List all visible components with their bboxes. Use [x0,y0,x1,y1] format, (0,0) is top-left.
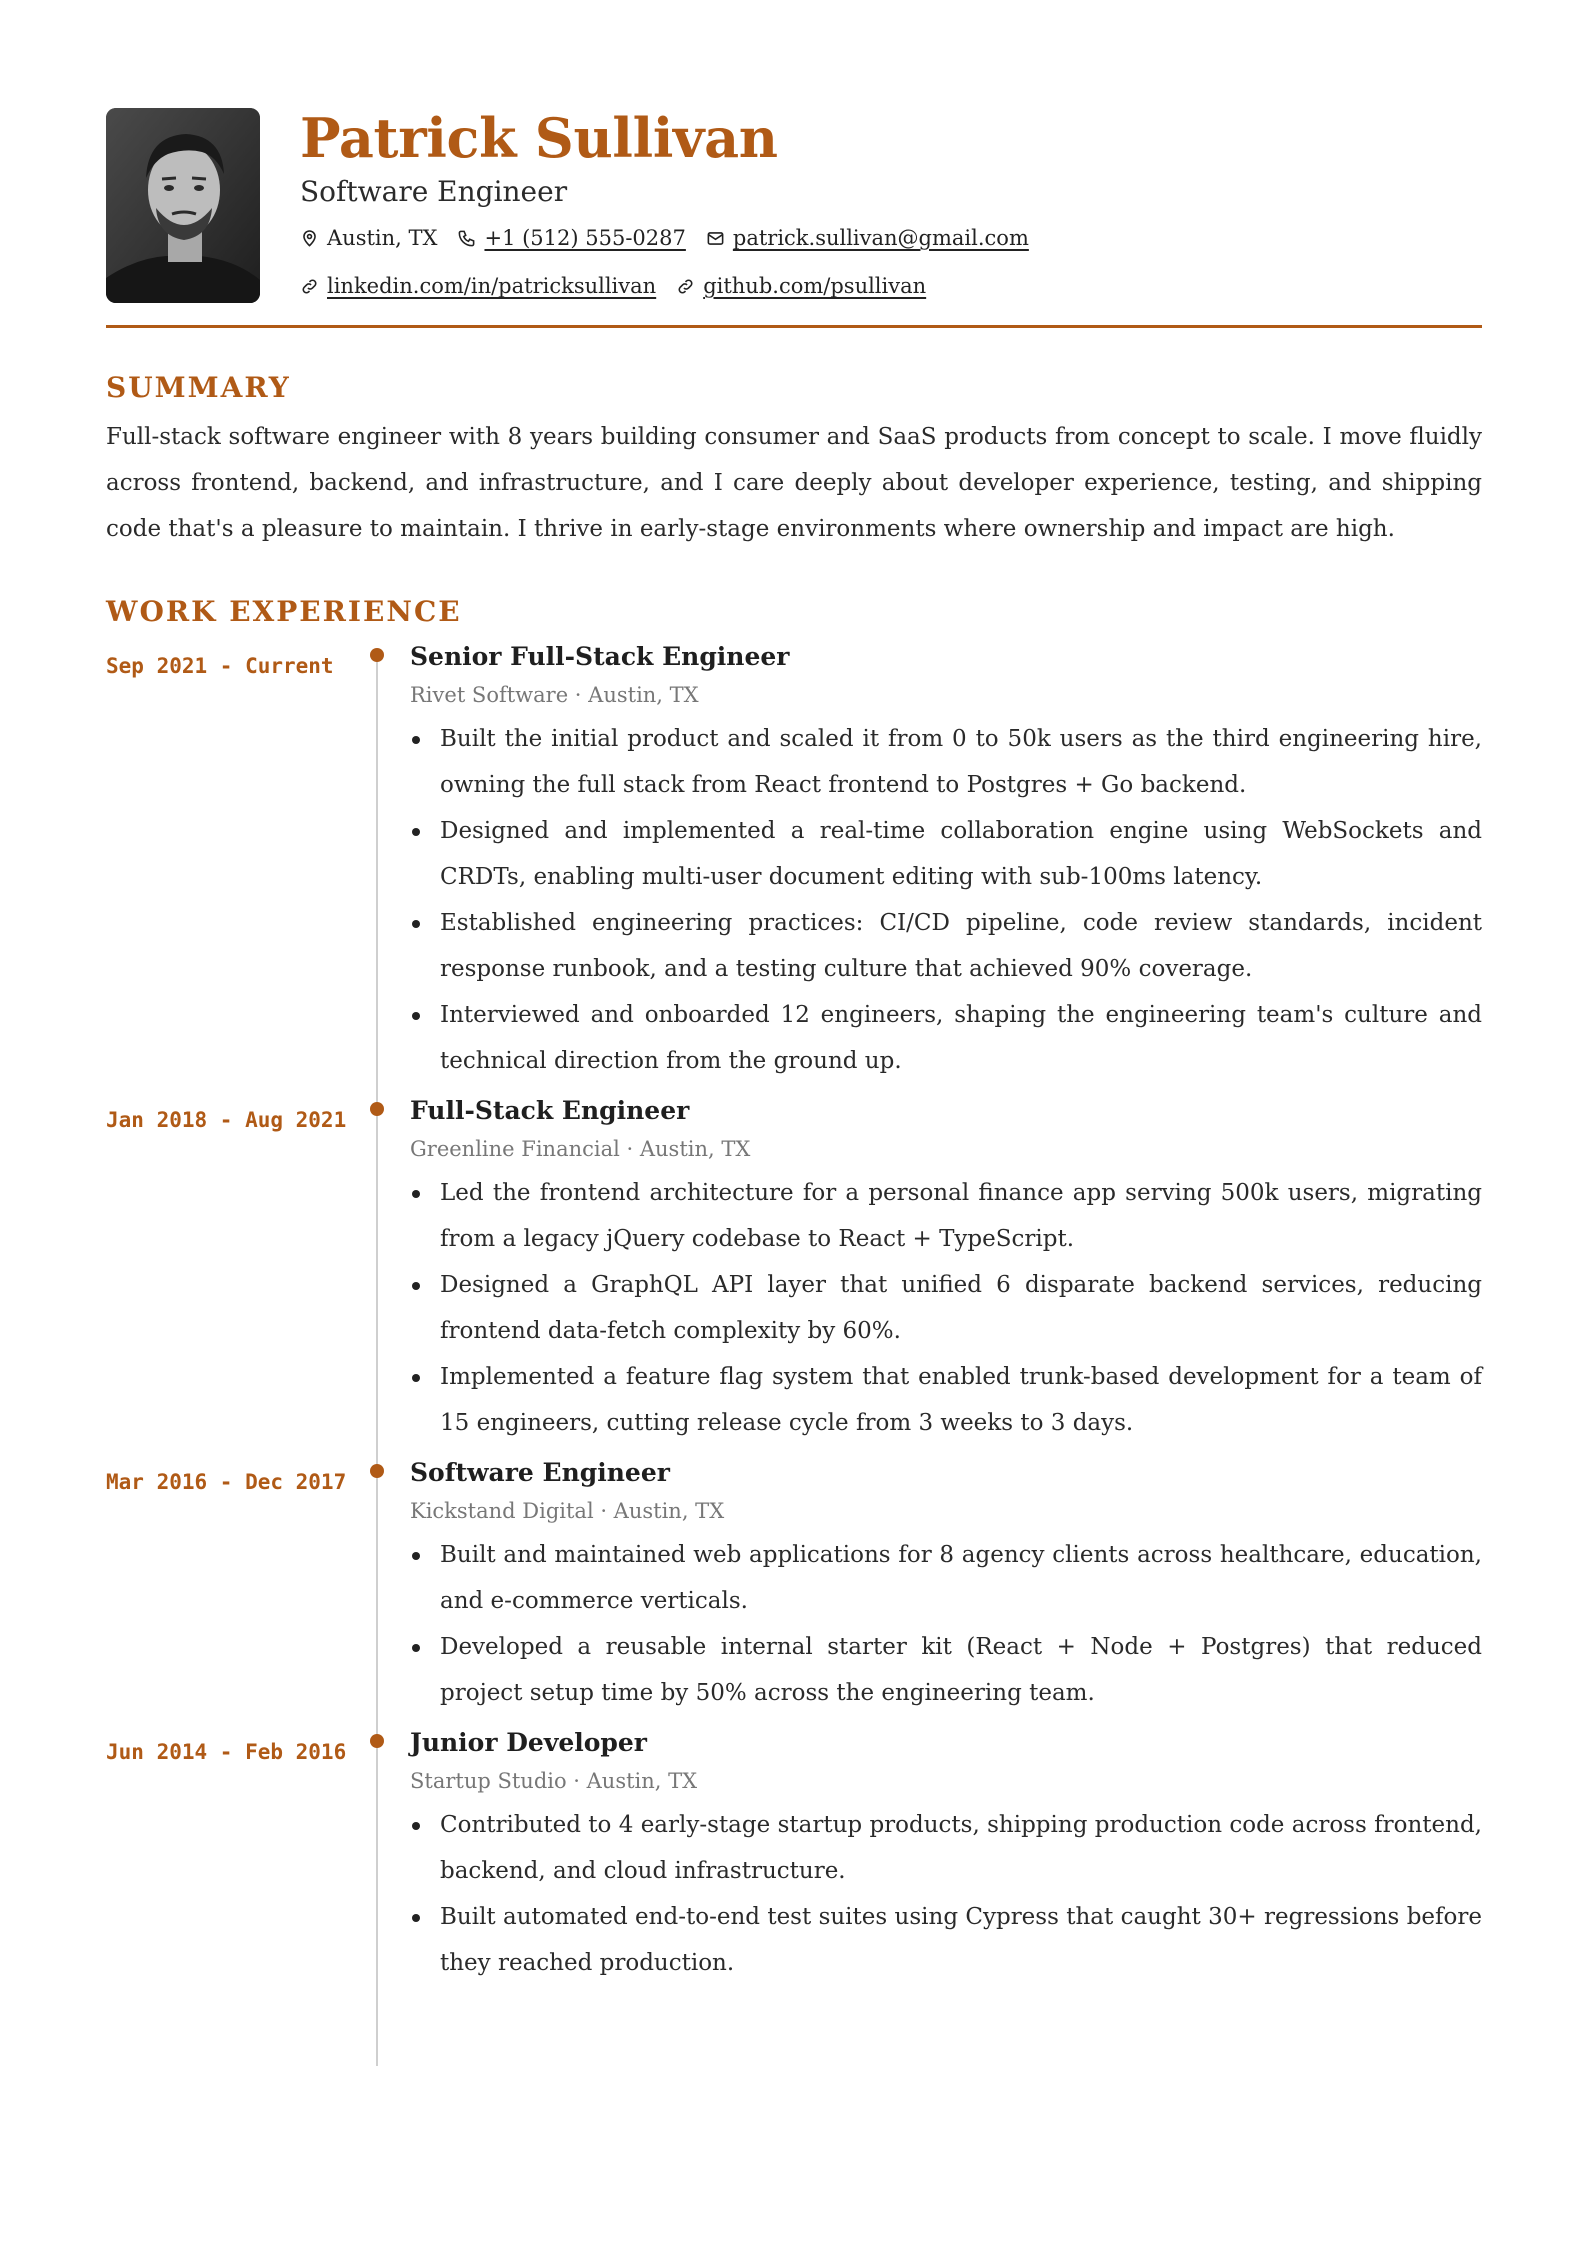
bullet-item: Implemented a feature flag system that enabled trunk-based development for a team of 15 engineers, cutting release cycle from 3 weeks to 3 days. [410,1354,1482,1446]
resume-header [106,108,1482,303]
job-entry [106,640,1482,1084]
job-body [410,1726,1482,1986]
work-timeline [106,640,1482,1986]
job-company: Rivet Software · Austin, TX [410,683,699,707]
job-date: Mar 2016 - Dec 2017 [106,1470,347,1494]
timeline-dot [370,1464,384,1478]
phone-icon [457,229,476,248]
contact-linkedin[interactable] [300,271,656,301]
contact-github[interactable] [676,271,926,301]
bullet-item: Built the initial product and scaled it from 0 to 50k users as the third engineering hire, owning the full stack from React frontend to Postgres + Go backend. [410,716,1482,808]
bullet-item: Developed a reusable internal starter kit (React + Node + Postgres) that reduced project setup time by 50% across the engineering team. [410,1624,1482,1716]
candidate-role: Software Engineer [300,175,568,208]
bullet-item: Built automated end-to-end test suites using Cypress that caught 30+ regressions before they reached production. [410,1894,1482,1986]
job-date: Jan 2018 - Aug 2021 [106,1108,347,1132]
work-experience-heading: WORK EXPERIENCE [106,595,462,628]
job-entry [106,1456,1482,1716]
bullet-item: Built and maintained web applications for 8 agency clients across healthcare, education, and e-commerce verticals. [410,1532,1482,1624]
github-link[interactable]: github.com/psullivan [703,274,927,298]
job-title: Full-Stack Engineer [410,1096,690,1125]
contact-location [300,223,437,253]
job-company: Greenline Financial · Austin, TX [410,1137,751,1161]
header-info [300,108,1049,301]
contact-row-primary [300,223,1049,253]
job-company: Kickstand Digital · Austin, TX [410,1499,725,1523]
header-divider [106,325,1482,328]
link-icon [676,277,695,296]
job-bullets [410,1802,1482,1986]
bullet-item: Led the frontend architecture for a personal finance app serving 500k users, migrating from a legacy jQuery codebase to React + TypeScript. [410,1170,1482,1262]
contact-phone[interactable] [457,223,685,253]
email-link[interactable]: patrick.sullivan@gmail.com [732,226,1029,250]
profile-photo [106,108,260,303]
job-title: Junior Developer [410,1728,647,1757]
candidate-name: Patrick Sullivan [300,106,778,170]
bullet-item: Designed a GraphQL API layer that unified 6 disparate backend services, reducing frontend data-fetch complexity by 60%. [410,1262,1482,1354]
summary-text: Full-stack software engineer with 8 years building consumer and SaaS products from concept to scale. I move fluidly across frontend, backend, and infrastructure, and I care deeply about developer experience, testing, and shipping code that's a pleasure to maintain. I thrive in early-stage environments where ownership and impact are high. [106,424,1482,542]
job-bullets [410,1170,1482,1446]
job-date: Sep 2021 - Current [106,654,334,678]
map-pin-icon [300,229,319,248]
bullet-item: Contributed to 4 early-stage startup products, shipping production code across frontend, backend, and cloud infrastructure. [410,1802,1482,1894]
job-title: Software Engineer [410,1458,670,1487]
bullet-item: Established engineering practices: CI/CD pipeline, code review standards, incident response runbook, and a testing culture that achieved 90% coverage. [410,900,1482,992]
job-body [410,1456,1482,1716]
link-icon [300,277,319,296]
timeline-dot [370,1734,384,1748]
linkedin-link[interactable]: linkedin.com/in/patricksullivan [327,274,657,298]
job-date: Jun 2014 - Feb 2016 [106,1740,347,1764]
bullet-item: Designed and implemented a real-time collaboration engine using WebSockets and CRDTs, enabling multi-user document editing with sub-100ms latency. [410,808,1482,900]
timeline-dot [370,1102,384,1116]
mail-icon [706,229,725,248]
job-body [410,1094,1482,1446]
phone-link[interactable]: +1 (512) 555-0287 [484,226,686,250]
bullet-item: Interviewed and onboarded 12 engineers, shaping the engineering team's culture and technical direction from the ground up. [410,992,1482,1084]
job-bullets [410,716,1482,1084]
job-body [410,640,1482,1084]
job-title: Senior Full-Stack Engineer [410,642,790,671]
job-company: Startup Studio · Austin, TX [410,1769,698,1793]
job-entry [106,1094,1482,1446]
timeline-dot [370,648,384,662]
location-text: Austin, TX [327,226,438,250]
job-bullets [410,1532,1482,1716]
contact-row-links [300,271,1049,301]
contact-email[interactable] [706,223,1029,253]
job-entry [106,1726,1482,1986]
summary-heading: SUMMARY [106,371,291,404]
